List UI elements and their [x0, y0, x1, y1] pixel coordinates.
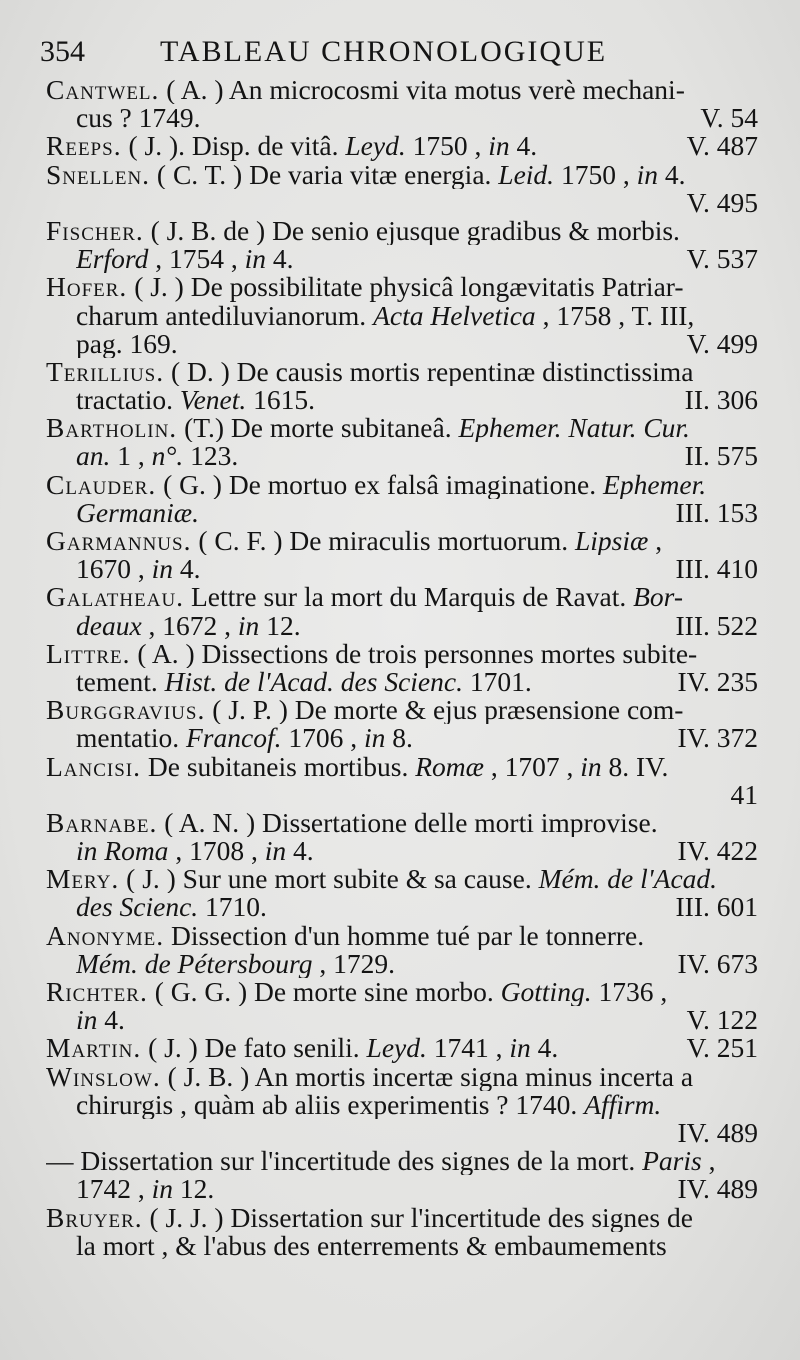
entry-text	[76, 837, 314, 865]
volume-page-reference: III. 522	[675, 609, 758, 641]
entry-text	[76, 555, 201, 583]
publication-detail: 1 ,	[110, 442, 152, 471]
entry-line	[46, 696, 758, 724]
entry-text	[46, 358, 693, 386]
entry-line	[46, 609, 758, 641]
entry-text	[76, 1091, 661, 1119]
publication-italic: Germaniæ.	[76, 498, 199, 528]
author-name: Bruyer.	[46, 1203, 143, 1232]
author-name: Garmannus.	[46, 527, 192, 556]
entry-text	[46, 527, 662, 555]
author-name: Reeps.	[46, 132, 122, 161]
entry-line	[46, 865, 758, 893]
entry-line	[46, 132, 758, 160]
entry-title-text: tement.	[76, 667, 165, 697]
entry-line	[46, 1232, 758, 1260]
author-name: Galatheau.	[46, 583, 185, 612]
bibliography-entry	[46, 865, 758, 921]
volume-page-reference: V. 495	[686, 186, 758, 218]
format-italic: n°.	[151, 442, 184, 471]
entry-title-text: — Dissertation sur l'incertitude des signes de la mort.	[46, 1147, 643, 1176]
entry-line	[46, 724, 758, 752]
publication-detail: 8. IV.	[601, 752, 669, 781]
entry-line	[46, 1006, 758, 1034]
format-italic: in	[636, 160, 658, 189]
bibliography-entry	[46, 161, 758, 217]
format-italic: in	[151, 555, 174, 584]
entry-text	[46, 161, 685, 189]
entry-text	[76, 386, 315, 414]
publication-italic: Ephemer. Natur. Cur.	[458, 414, 690, 443]
volume-page-reference: 41	[730, 778, 758, 810]
author-name: Fischer.	[46, 216, 144, 246]
publication-italic: Francof.	[185, 724, 282, 753]
entry-text	[46, 1204, 693, 1232]
entry-line	[46, 665, 758, 697]
bibliography-entry	[46, 1063, 758, 1148]
entry-title-text: ( G. ) De mortuo ex falsâ imaginatione.	[156, 470, 604, 499]
bibliography-entry	[46, 527, 758, 583]
entry-text	[76, 330, 178, 358]
publication-detail: 4.	[265, 245, 294, 274]
author-name: Anonyme.	[46, 921, 165, 950]
publication-italic: Hist. de l'Acad. des Scienc.	[164, 667, 463, 697]
format-italic: in	[244, 245, 266, 274]
publication-detail: , 1708 ,	[168, 837, 265, 866]
entry-text	[76, 302, 694, 330]
entry-title-text: ( J. B. ) An mortis incertæ signa minus incerta a	[160, 1062, 694, 1091]
entry-line	[46, 555, 758, 583]
entry-line	[46, 471, 758, 499]
volume-page-reference: V. 537	[686, 243, 758, 275]
entry-line	[46, 1147, 758, 1175]
entry-line	[46, 327, 758, 359]
entry-text	[46, 640, 697, 668]
publication-detail: , 1754 ,	[148, 245, 245, 274]
volume-page-reference: IV. 489	[677, 1116, 758, 1148]
entry-line	[46, 76, 758, 104]
publication-detail: 1615.	[246, 386, 316, 415]
entry-line	[46, 947, 758, 979]
entry-line	[46, 358, 758, 386]
entry-line	[46, 161, 758, 189]
format-italic: in	[237, 611, 260, 640]
entry-text	[76, 668, 532, 696]
format-italic: in	[580, 752, 602, 781]
publication-detail: 1710.	[198, 893, 267, 922]
format-italic: in	[488, 132, 510, 161]
page-number: 354	[40, 35, 85, 68]
publication-detail: 12.	[173, 1175, 215, 1204]
publication-italic: Erford	[76, 245, 149, 274]
entry-text	[76, 950, 395, 978]
entry-title-text: cus ? 1749.	[76, 104, 201, 133]
publication-detail: 1750 ,	[554, 160, 637, 189]
entry-line	[46, 386, 758, 414]
entry-title-text: la mort , & l'abus des enterrements & embaumements	[76, 1231, 667, 1260]
entry-title-text: tractatio.	[76, 386, 180, 415]
entry-text	[46, 922, 644, 950]
publication-detail: , 1729.	[312, 949, 395, 979]
entry-line	[46, 778, 758, 810]
entry-title-text: charum antediluvianorum.	[76, 301, 374, 330]
volume-page-reference: II. 306	[684, 384, 758, 416]
publication-detail: 4.	[530, 1034, 559, 1063]
publication-detail: , 1672 ,	[141, 611, 238, 640]
entry-text	[46, 865, 717, 893]
entry-line	[46, 753, 758, 781]
entry-text	[76, 724, 413, 752]
entry-text	[76, 499, 199, 527]
volume-page-reference: IV. 235	[677, 665, 758, 697]
publication-detail: , 1707 ,	[483, 752, 581, 781]
publication-detail: 8.	[385, 724, 413, 753]
entry-line	[46, 1204, 758, 1232]
publication-detail: 1736 ,	[591, 978, 668, 1007]
publication-italic: Gotting.	[500, 978, 592, 1007]
bibliography-entry	[46, 217, 758, 273]
publication-detail: 1741 ,	[426, 1034, 510, 1063]
entry-text	[46, 978, 667, 1006]
volume-page-reference: III. 410	[675, 553, 758, 585]
entry-line	[46, 302, 758, 330]
entry-title-text: ( J. ). Disp. de vitâ.	[121, 132, 346, 161]
entry-title-text: ( J. J. ) Dissertation sur l'incertitude des signes de	[142, 1203, 693, 1232]
author-name: Lancisi.	[46, 752, 142, 781]
entry-title-text: ( A. N. ) Dissertatione delle morti improvise.	[157, 808, 658, 838]
publication-detail: 123.	[183, 442, 239, 471]
entry-title-text: ( J. ) De fato senili.	[141, 1034, 367, 1063]
format-italic: in	[509, 1034, 531, 1063]
author-name: Mery.	[46, 865, 120, 894]
publication-italic: Venet.	[179, 386, 247, 415]
entry-text	[76, 1175, 214, 1203]
entry-text	[46, 753, 668, 781]
author-name: Martin.	[46, 1034, 142, 1063]
entry-text	[76, 612, 301, 640]
publication-italic: Lipsiæ	[575, 527, 649, 556]
publication-italic: Affirm.	[584, 1090, 662, 1119]
publication-italic: deaux	[76, 611, 142, 640]
entry-title-text: ( A. ) Dissections de trois personnes mortes subite-	[130, 639, 698, 668]
format-italic: in	[264, 837, 287, 866]
bibliography-list	[46, 76, 758, 1260]
entry-line	[46, 893, 758, 921]
publication-italic: in Roma	[76, 837, 169, 866]
entry-title-text: (T.) De morte subitaneâ.	[177, 414, 459, 443]
bibliography-entry	[46, 1204, 758, 1260]
author-name: Littre.	[46, 639, 131, 668]
entry-line	[46, 922, 758, 950]
entry-line	[46, 1116, 758, 1148]
entry-line	[46, 978, 758, 1006]
bibliography-entry	[46, 922, 758, 978]
publication-detail: 12.	[259, 611, 301, 640]
entry-line	[46, 1034, 758, 1062]
publication-italic: an.	[76, 442, 111, 471]
page-header	[40, 34, 760, 74]
bibliography-entry	[46, 1034, 758, 1062]
publication-detail: 1750 ,	[405, 132, 489, 161]
format-italic: in	[151, 1175, 174, 1204]
entry-title-text: pag. 169.	[76, 329, 178, 358]
bibliography-entry	[46, 132, 758, 160]
bibliography-entry	[46, 273, 758, 358]
entry-text	[76, 1232, 667, 1260]
entry-line	[46, 245, 758, 273]
entry-line	[46, 640, 758, 668]
volume-page-reference: IV. 489	[677, 1173, 758, 1205]
format-italic: in	[363, 724, 386, 753]
entry-text	[46, 273, 684, 301]
entry-text	[76, 1006, 125, 1034]
bibliography-entry	[46, 471, 758, 527]
entry-line	[46, 1063, 758, 1091]
publication-italic: Leid.	[498, 160, 555, 189]
publication-italic: Leyd.	[345, 132, 406, 161]
volume-page-reference: II. 575	[684, 440, 758, 472]
publication-detail: 1701.	[462, 667, 532, 697]
entry-title-text: ( D. ) De causis mortis repentinæ distinctissima	[164, 357, 694, 387]
entry-title-text: chirurgis , quàm ab aliis experimentis ? 1740.	[76, 1090, 585, 1119]
bibliography-entry	[46, 696, 758, 752]
entry-title-text: Lettre sur la mort du Marquis de Ravat.	[184, 583, 634, 612]
author-name: Clauder.	[46, 470, 157, 499]
entry-line	[46, 583, 758, 611]
entry-line	[46, 186, 758, 218]
entry-line	[46, 414, 758, 442]
entry-title-text: ( A. ) An microcosmi vita motus verè mechani-	[159, 76, 685, 105]
entry-text	[46, 583, 683, 611]
entry-title-text: ( G. G. ) De morte sine morbo.	[147, 978, 501, 1007]
entry-text	[46, 1147, 715, 1175]
bibliography-entry	[46, 978, 758, 1034]
entry-title-text: 1742 ,	[76, 1175, 152, 1204]
bibliography-entry	[46, 583, 758, 639]
entry-text	[46, 1063, 693, 1091]
entry-line	[46, 837, 758, 865]
volume-page-reference: V. 487	[686, 130, 758, 162]
entry-text	[46, 471, 706, 499]
publication-detail: 4.	[286, 837, 314, 866]
publication-italic: Leyd.	[366, 1034, 427, 1063]
bibliography-entry	[46, 414, 758, 470]
entry-text	[46, 414, 690, 442]
entry-text	[76, 442, 238, 470]
bibliography-entry	[46, 809, 758, 865]
bibliography-entry	[46, 1147, 758, 1203]
publication-detail: 4.	[173, 555, 201, 584]
running-title: TABLEAU CHRONOLOGIQUE	[160, 35, 608, 68]
publication-detail: ,	[701, 1147, 716, 1176]
entry-line	[46, 217, 758, 245]
publication-italic: Mém. de l'Acad.	[538, 865, 718, 894]
publication-detail: 1706 ,	[281, 724, 364, 753]
entry-title-text: ( J. ) Sur une mort subite & sa cause.	[119, 865, 539, 894]
volume-page-reference: V. 499	[686, 327, 758, 359]
author-name: Richter.	[46, 978, 148, 1007]
entry-title-text: De subitaneis mortibus.	[141, 752, 416, 781]
publication-detail: ,	[648, 527, 663, 556]
volume-page-reference: IV. 372	[677, 722, 758, 754]
publication-detail: , 1758 , T. III,	[535, 301, 695, 330]
entry-line	[46, 496, 758, 528]
author-name: Bartholin.	[46, 414, 178, 443]
volume-page-reference: V. 54	[700, 102, 758, 134]
publication-italic: Ephemer.	[603, 470, 707, 499]
entry-line	[46, 273, 758, 301]
bibliography-entry	[46, 358, 758, 414]
author-name: Winslow.	[46, 1062, 161, 1091]
entry-line	[46, 1091, 758, 1119]
volume-page-reference: V. 122	[686, 1004, 758, 1036]
bibliography-entry	[46, 753, 758, 809]
volume-page-reference: III. 153	[675, 496, 758, 528]
entry-text	[46, 809, 658, 837]
volume-page-reference: III. 601	[675, 891, 758, 923]
publication-italic: in	[76, 1006, 98, 1035]
entry-title-text: mentatio.	[76, 724, 186, 753]
entry-text	[46, 132, 537, 160]
entry-title-text: ( C. T. ) De varia vitæ energia.	[150, 160, 499, 189]
entry-title-text: ( J. ) De possibilitate physicâ longævitatis Patriar-	[127, 273, 684, 302]
entry-title-text: ( C. F. ) De miraculis mortuorum.	[191, 527, 575, 556]
author-name: Burggravius.	[46, 696, 206, 725]
entry-title-text: ( J. B. de ) De senio ejusque gradibus & morbis.	[143, 216, 680, 246]
entry-text	[76, 893, 267, 921]
author-name: Snellen.	[46, 160, 151, 189]
publication-italic: Paris	[642, 1147, 702, 1176]
entry-text	[76, 245, 293, 273]
entry-text	[46, 217, 680, 245]
publication-italic: des Scienc.	[76, 893, 199, 922]
volume-page-reference: IV. 422	[677, 835, 758, 867]
author-name: Hofer.	[46, 273, 128, 302]
publication-italic: Mém. de Pétersbourg	[76, 949, 313, 979]
volume-page-reference: IV. 673	[677, 947, 758, 979]
publication-italic: Acta Helvetica	[373, 301, 536, 330]
publication-detail: 4.	[97, 1006, 125, 1035]
publication-italic: Bor-	[633, 583, 683, 612]
author-name: Cantwel.	[46, 76, 160, 105]
entry-title-text: Dissection d'un homme tué par le tonnerre.	[164, 921, 645, 950]
author-name: Barnabe.	[46, 808, 158, 838]
entry-text	[76, 104, 201, 132]
entry-title-text: 1670 ,	[76, 555, 152, 584]
volume-page-reference: V. 251	[686, 1032, 758, 1064]
entry-line	[46, 442, 758, 470]
entry-text	[46, 696, 683, 724]
publication-detail: 4.	[509, 132, 538, 161]
bibliography-entry	[46, 640, 758, 696]
entry-line	[46, 1175, 758, 1203]
author-name: Terillius.	[46, 357, 165, 387]
entry-title-text: ( J. P. ) De morte & ejus præsensione com-	[205, 696, 684, 725]
entry-text	[46, 76, 685, 104]
publication-detail: 4.	[657, 160, 686, 189]
entry-text	[46, 1034, 558, 1062]
entry-line	[46, 527, 758, 555]
publication-italic: Romæ	[415, 752, 484, 781]
entry-line	[46, 104, 758, 132]
bibliography-entry	[46, 76, 758, 132]
entry-line	[46, 809, 758, 837]
